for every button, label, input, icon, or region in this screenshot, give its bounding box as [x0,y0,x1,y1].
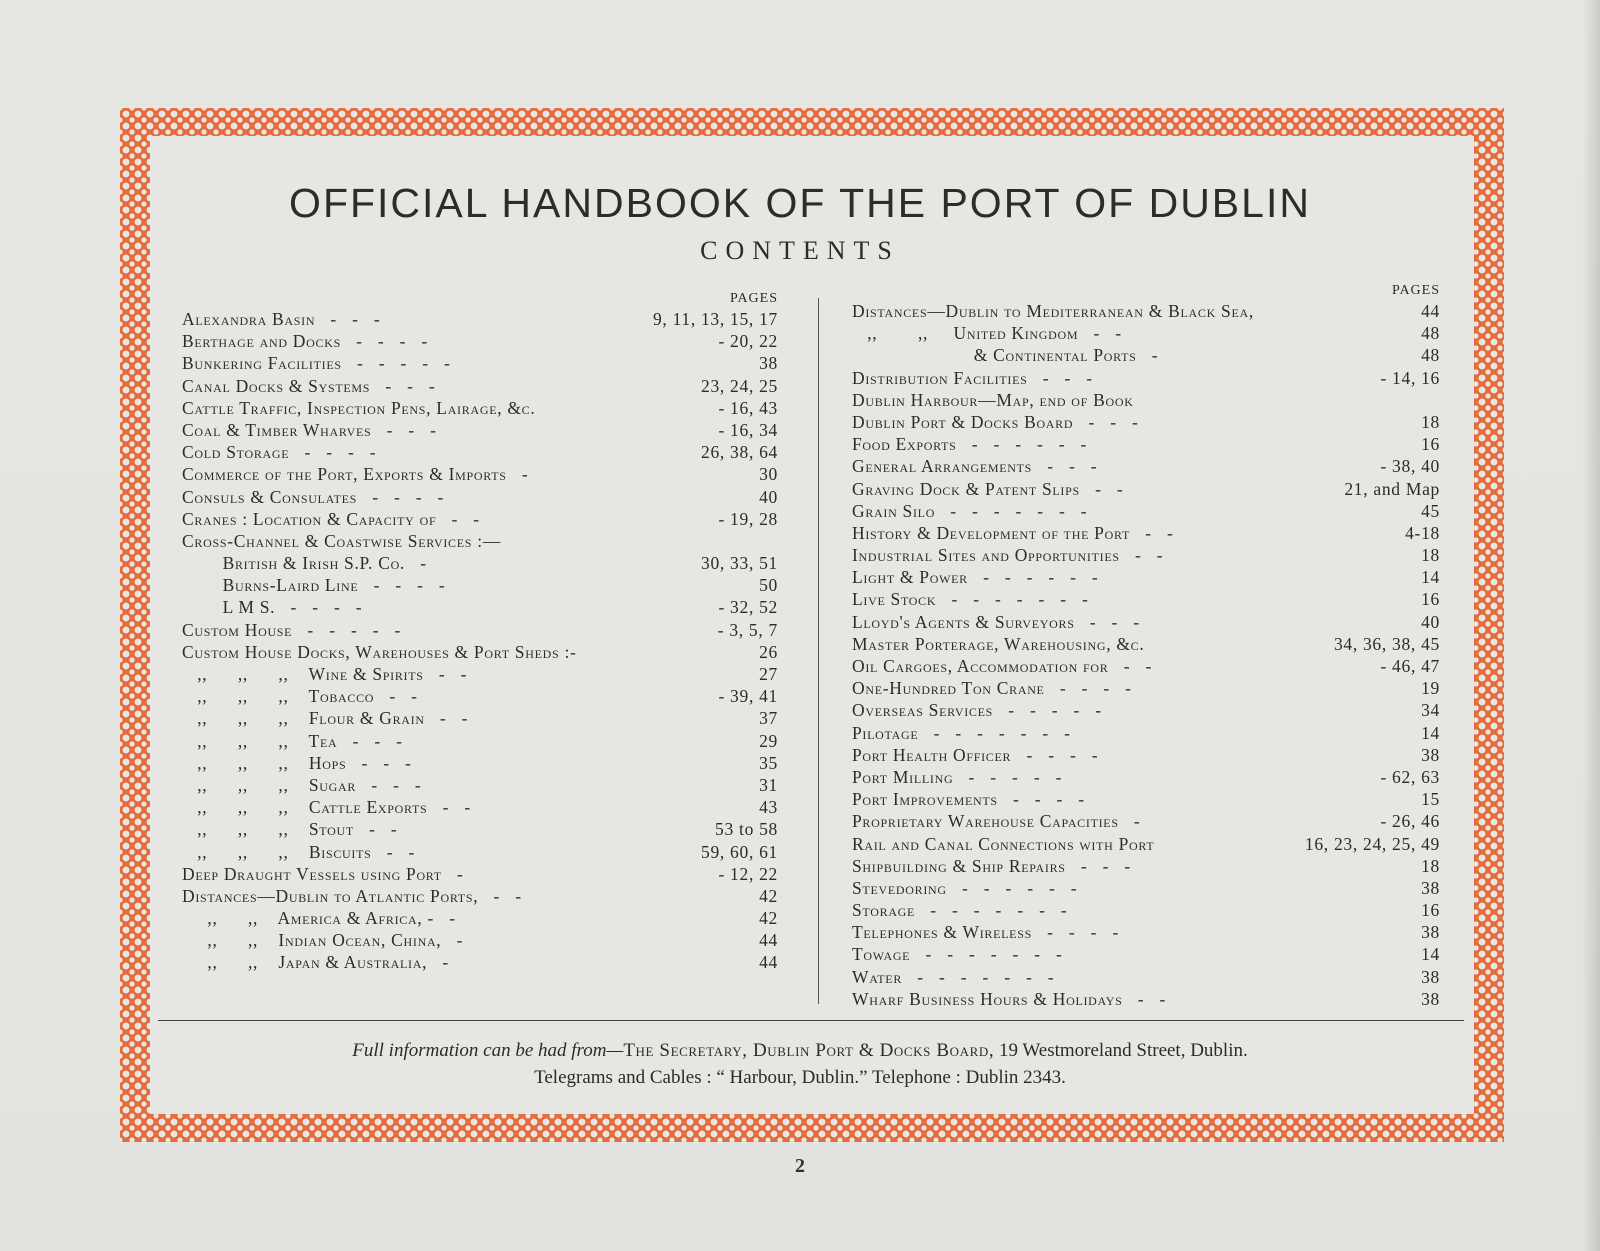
contents-entry [852,433,1444,455]
entry-pages: 40 [1421,611,1440,632]
contents-entry [182,552,778,574]
entry-label: Food Exports - - - - - - [852,434,1088,455]
entry-pages: 16 [1421,900,1440,921]
entry-label: ,, ,, ,, Cattle Exports - - [182,797,471,818]
entry-pages: 38 [1421,877,1440,898]
entry-pages: 45 [1421,500,1440,521]
entry-pages: - 20, 22 [718,331,778,352]
entry-label: Consuls & Consulates - - - - [182,486,445,507]
contents-entry [852,544,1444,566]
entry-label: Shipbuilding & Ship Repairs - - - [852,855,1131,876]
entry-pages: 38 [1421,922,1440,943]
entry-label: & Continental Ports - [852,345,1159,366]
entry-pages: 37 [759,708,778,729]
entry-pages: 38 [1421,966,1440,987]
entry-pages: 42 [759,908,778,929]
entry-label: Wharf Business Hours & Holidays - - [852,988,1167,1009]
contents-entry [182,951,778,973]
entry-pages: 16 [1421,589,1440,610]
entry-label: Distribution Facilities - - - [852,367,1093,388]
entry-pages: 16, 23, 24, 25, 49 [1304,833,1440,854]
entry-label: L M S. - - - - [182,597,363,618]
entry-pages: 48 [1421,345,1440,366]
entry-label: Dublin Harbour—Map, end of Book [852,389,1134,410]
entry-pages: 38 [1421,988,1440,1009]
contents-entry [182,375,778,397]
contents-entry [852,611,1444,633]
entry-label: Graving Dock & Patent Slips - - [852,478,1124,499]
entry-pages: 35 [759,752,778,773]
contents-entry [182,663,778,685]
contents-column-left [182,290,778,974]
contents-entry [852,389,1444,411]
footer-address: 19 Westmoreland Street, Dublin. [994,1040,1248,1061]
entry-pages: 16 [1421,434,1440,455]
entry-label: Towage - - - - - - - [852,944,1063,965]
contents-entry [182,929,778,951]
entry-pages: 21, and Map [1344,478,1440,499]
contents-entry [182,774,778,796]
pages-column-header: PAGES [1391,283,1440,298]
contents-entry [182,486,778,508]
contents-entry [852,699,1444,721]
entry-label: Alexandra Basin - - - [182,309,381,329]
contents-entry [182,441,778,463]
entry-label: History & Development of the Port - - [852,522,1174,543]
entry-pages: 19 [1421,678,1440,699]
entry-pages: 38 [1421,744,1440,765]
entry-label: Water - - - - - - - [852,966,1055,987]
entry-pages: - 3, 5, 7 [717,619,778,640]
contents-entry [852,655,1444,677]
contents-column-right [852,282,1444,1010]
entry-pages: - 19, 28 [718,508,778,529]
contents-entry [852,411,1444,433]
entry-pages: 34 [1421,700,1440,721]
entry-pages: 30, 33, 51 [701,553,778,574]
contents-entry [182,818,778,840]
contents-entry [852,899,1444,921]
contents-entry [182,596,778,618]
contents-entry [182,463,778,485]
page-number: 2 [795,1155,805,1177]
contents-entry [852,633,1444,655]
contents-entry [852,943,1444,965]
entry-pages: 44 [1421,301,1440,321]
entry-label: Dublin Port & Docks Board - - - [852,411,1139,432]
contents-entry [852,677,1444,699]
contents-entry [852,766,1444,788]
entry-pages: 29 [759,730,778,751]
entry-label: ,, ,, America & Africa, - - [182,908,456,929]
entry-label: ,, ,, ,, Biscuits - - [182,841,415,862]
entry-label: Canal Docks & Systems - - - [182,375,436,396]
contents-entry [852,966,1444,988]
entry-pages: 18 [1421,855,1440,876]
contents-entry [182,308,778,330]
entry-label: Port Milling - - - - - [852,766,1063,787]
entry-pages: 40 [759,486,778,507]
entry-label: ,, ,, ,, Sugar - - - [182,774,422,795]
entry-pages: 50 [759,575,778,596]
entry-label: Light & Power - - - - - - [852,567,1099,588]
entry-label: Cranes : Location & Capacity of - - [182,508,480,529]
entry-label: Overseas Services - - - - - [852,700,1102,721]
contents-entry [852,455,1444,477]
entry-label: ,, ,, Indian Ocean, China, - [182,930,464,951]
contents-entry [182,907,778,929]
entry-label: ,, ,, ,, Tobacco - - [182,686,418,707]
entry-pages: - 26, 46 [1380,811,1440,832]
entry-pages: 14 [1421,944,1440,965]
entry-label: Cold Storage - - - - [182,442,377,463]
contents-entry [182,841,778,863]
contents-entry [852,988,1444,1010]
entry-pages: 15 [1421,789,1440,810]
entry-pages: - 32, 52 [718,597,778,618]
entry-label: Custom House - - - - - [182,619,401,640]
entry-pages: - 38, 40 [1380,456,1440,477]
contents-entry [182,730,778,752]
contents-entry [852,788,1444,810]
entry-pages: 38 [759,353,778,374]
right-entry-list [852,300,1444,1010]
entry-label: Commerce of the Port, Exports & Imports - [182,464,529,485]
contents-entry [852,877,1444,899]
contents-entry [852,300,1444,322]
entry-label: Distances—Dublin to Mediterranean & Black Sea, [852,301,1254,321]
entry-label: Stevedoring - - - - - - [852,877,1078,898]
pages-column-header: PAGES [729,291,778,306]
entry-label: ,, ,, ,, Stout - - [182,819,398,840]
column-divider [818,298,819,1004]
entry-pages: 26 [759,641,778,662]
entry-label: Deep Draught Vessels using Port - [182,863,464,884]
contents-entry [852,855,1444,877]
entry-pages: - 62, 63 [1380,766,1440,787]
entry-label: Industrial Sites and Opportunities - - [852,545,1164,566]
entry-pages: 44 [759,930,778,951]
contents-entry [182,330,778,352]
contents-entry [182,885,778,907]
entry-pages: 53 to 58 [715,819,778,840]
contents-entry [852,833,1444,855]
entry-pages: 26, 38, 64 [701,442,778,463]
contents-entry [182,707,778,729]
entry-pages: 34, 36, 38, 45 [1333,633,1440,654]
entry-label: Custom House Docks, Warehouses & Port Sheds :- [182,641,577,662]
contents-entry [182,619,778,641]
contents-entry [852,744,1444,766]
entry-pages: - 16, 34 [718,419,778,440]
entry-label: Berthage and Docks - - - - [182,331,428,352]
entry-pages: 9, 11, 13, 15, 17 [652,309,778,329]
entry-label: Rail and Canal Connections with Port [852,833,1155,854]
entry-label: ,, ,, ,, Tea - - - [182,730,403,751]
entry-label: ,, ,, United Kingdom - - [852,323,1122,344]
entry-pages: 59, 60, 61 [701,841,778,862]
entry-label: Burns-Laird Line - - - - [182,575,446,596]
entry-label: One-Hundred Ton Crane - - - - [852,678,1132,699]
entry-label: Port Improvements - - - - [852,789,1085,810]
entry-pages: 14 [1421,567,1440,588]
contents-entry [852,566,1444,588]
contents-entry [852,500,1444,522]
entry-pages: 27 [759,664,778,684]
entry-label: Pilotage - - - - - - - [852,722,1071,743]
left-entry-list [182,308,778,974]
contents-entry [852,367,1444,389]
entry-pages: 18 [1421,545,1440,566]
entry-label: Lloyd's Agents & Surveyors - - - [852,611,1140,632]
contents-entry [182,641,778,663]
contents-entry [852,921,1444,943]
entry-label: ,, ,, ,, Flour & Grain - - [182,708,469,729]
entry-pages: - 12, 22 [718,863,778,884]
contents-entry [182,796,778,818]
entry-pages: 44 [759,952,778,973]
entry-label: Port Health Officer - - - - [852,744,1099,765]
contents-entry [182,530,778,552]
entry-label: ,, ,, ,, Wine & Spirits - - [182,664,468,684]
document-title: OFFICIAL HANDBOOK OF THE PORT OF DUBLIN [289,180,1311,226]
entry-label: General Arrangements - - - [852,456,1098,477]
footer-telegrams-line: Telegrams and Cables : “ Harbour, Dublin.” Telephone : Dublin 2343. [534,1067,1066,1088]
entry-pages: 30 [759,464,778,485]
entry-label: Coal & Timber Wharves - - - [182,419,437,440]
contents-entry [852,522,1444,544]
contents-entry [852,322,1444,344]
entry-label: Cross-Channel & Coastwise Services :— [182,530,501,551]
contents-entry [852,588,1444,610]
contents-entry [852,478,1444,500]
entry-pages: - 46, 47 [1380,656,1440,676]
footer-rule [158,1020,1464,1021]
entry-pages: - 39, 41 [718,686,778,707]
entry-pages: 14 [1421,722,1440,743]
entry-label: Distances—Dublin to Atlantic Ports, - - [182,885,522,906]
entry-label: Master Porterage, Warehousing, &c. [852,633,1145,654]
entry-pages: 4-18 [1405,522,1440,543]
entry-label: Live Stock - - - - - - - [852,589,1089,610]
contents-entry [852,722,1444,744]
entry-label: Bunkering Facilities - - - - - [182,353,451,374]
footer-contact-line [0,1040,1600,1062]
entry-pages: - 16, 43 [718,397,778,418]
footer-contact: The Secretary, Dublin Port & Docks Board, [623,1040,995,1061]
entry-pages: 48 [1421,323,1440,344]
contents-entry [182,574,778,596]
entry-pages: - 14, 16 [1380,367,1440,388]
contents-entry [182,752,778,774]
entry-pages: 23, 24, 25 [701,375,778,396]
contents-entry [182,685,778,707]
entry-label: Telephones & Wireless - - - - [852,922,1119,943]
entry-label: Proprietary Warehouse Capacities - [852,811,1141,832]
footer-intro: Full information can be had from— [352,1040,624,1061]
entry-label: Cattle Traffic, Inspection Pens, Lairage, &c. [182,397,536,418]
entry-label: Storage - - - - - - - [852,900,1068,921]
contents-entry [182,419,778,441]
contents-entry [852,344,1444,366]
contents-entry [182,352,778,374]
contents-heading: CONTENTS [700,236,900,265]
entry-label: Oil Cargoes, Accommodation for - - [852,656,1153,676]
contents-entry [852,810,1444,832]
entry-pages: 42 [759,885,778,906]
entry-label: ,, ,, ,, Hops - - - [182,752,412,773]
entry-label: British & Irish S.P. Co. - [182,553,427,574]
entry-pages: 18 [1421,411,1440,432]
entry-label: Grain Silo - - - - - - - [852,500,1088,521]
contents-entry [182,397,778,419]
contents-entry [182,508,778,530]
contents-entry [182,863,778,885]
entry-pages: 43 [759,797,778,818]
entry-label: ,, ,, Japan & Australia, - [182,952,449,973]
entry-pages: 31 [759,774,778,795]
